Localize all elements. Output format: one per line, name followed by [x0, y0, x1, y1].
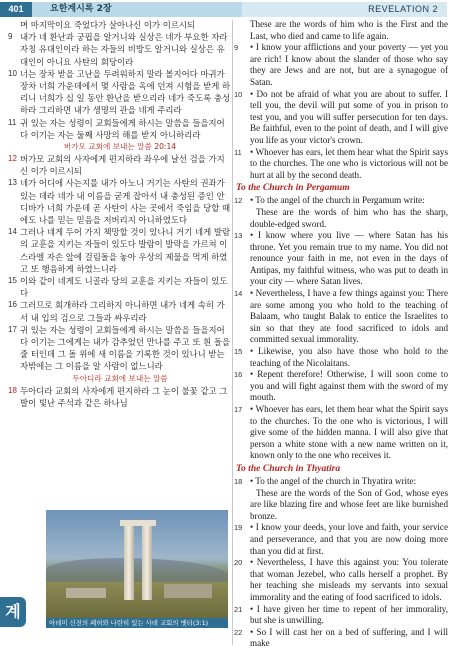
english-verse: 11 • Whoever has ears, let them hear what the Spirit says to the churches. The one who is victorious will not be hurt at all by the second death.: [234, 146, 448, 180]
english-verse: 12 • To the angel of the church in Pergamum write:: [234, 195, 425, 206]
english-verse: 14 • Nevertheless, I have a few things against you: There are some among you who hold to the teaching of Balaam, who taught Balak to entice the Israelites to sin so that they ate food sacrificed to idols and committed sexual immorality.: [234, 288, 448, 345]
illustration: [46, 510, 228, 628]
english-verse: 18 • To the angel of the church in Thyatira write:: [234, 475, 417, 486]
english-chapter-title: REVELATION 2: [368, 4, 438, 14]
temple-ruins-photo: [46, 510, 228, 618]
cross-reference: 20:14: [154, 142, 177, 152]
english-verse: 21 • I have given her time to repent of her immorality, but she is unwilling.: [234, 603, 448, 626]
korean-verse: 14 그러나 네게 두어 가지 책망할 것이 있나니 거기 네게 발람의 교훈을 지키는 자들이 있도다 발람이 발락을 가르쳐 이스라엘 자손 앞에 걸림돌을 놓아 우상의 제물을 먹게 하였고 또 행음하게 하였느니라: [8, 227, 231, 274]
korean-verse: 17 귀 있는 자는 성령이 교회들에게 하시는 말씀을 들을지어다 이기는 그에게는 내가 감추었던 만나를 주고 또 흰 돌을 줄 터인데 그 돌 위에 새 이름을 기록한 것이 있나니 받는 자밖에는 그 이름을 알 사람이 없느니라: [8, 324, 231, 372]
english-verse: 13 • I know where you live — where Satan has his throne. Yet you remain true to my name. You did not renounce your faith in me, not even in the days of Antipas, my faithful witness, who was put to death in your city — where Satan lives.: [234, 230, 448, 287]
english-verse: 10 • Do not be afraid of what you are about to suffer. I tell you, the devil will put some of you in prison to test you, and you will suffer persecution for ten days. Be faithful, even to the point of death, and I will give you life as your victor's crown.: [234, 88, 448, 145]
english-heading-thyatira: To the Church in Thyatira: [236, 462, 341, 474]
korean-verse: 13 네가 어디에 사는지를 내가 아노니 거기는 사탄의 권좌가 있는 데라 네가 내 이름을 굳게 잡아서 내 충성된 증인 안디바가 너희 가운데 곧 사탄이 사는 곳에서 죽임을 당할 때에도 나를 믿는 믿음을 저버리지 아니하였도다: [8, 178, 231, 226]
korean-verse: 9 내가 네 환난과 궁핍을 알거니와 실상은 네가 부요한 자라 자칭 유대인이라 하는 자들의 비방도 알거니와 실상은 유대인이 아니요 사탄의 회당이라: [8, 32, 228, 67]
korean-chapter-title: 요한계시록 2장: [50, 4, 112, 14]
english-column: [234, 19, 448, 649]
column-divider: [232, 20, 233, 645]
korean-verse: 16 그러므로 회개하라 그리하지 아니하면 내가 네게 속히 가서 내 입의 검으로 그들과 싸우리라: [8, 300, 225, 323]
korean-verse: 11 귀 있는 자는 성령이 교회들에게 하시는 말씀을 들을지어다 이기는 자는 둘째 사망의 해를 받지 아니하리라: [8, 117, 225, 140]
english-verse: 17 • Whoever has ears, let them hear what the Spirit says to the churches. To the one who is victorious, I will give some of the hidden manna. I will also give that person a white stone with a new name written on it, known only to the one who receives it.: [234, 404, 448, 461]
english-verse: These are the words of him who is the First and the Last, who died and came to life again.: [250, 19, 448, 41]
page-number: 401: [0, 2, 32, 17]
korean-verse: 15 이와 같이 네게도 니골라 당의 교훈을 지키는 자들이 있도다: [8, 276, 228, 299]
english-verse: These are the words of him who has the sharp, double-edged sword.: [250, 206, 448, 229]
english-verse: 20 • Nevertheless, I have this against you: You tolerate that woman Jezebel, who calls herself a prophet. By her teaching she misleads my servants into sexual immorality and the eating of food sacrificed to idols.: [234, 557, 448, 602]
korean-verse: 12 버가모 교회의 사자에게 편지하라 좌우에 날선 검을 가지신 이가 이르시되: [8, 154, 225, 177]
korean-verse: 며 마지막이요 죽었다가 살아나신 이가 이르시되: [20, 20, 196, 30]
english-verse: 15 • Likewise, you also have those who hold to the teaching of the Nicolaitans.: [234, 346, 448, 368]
english-verse: 16 • Repent therefore! Otherwise, I will soon come to you and will fight against them with the sword of my mouth.: [234, 369, 448, 403]
english-verse: These are the words of the Son of God, whose eyes are like blazing fire and whose feet are like burnished bronze.: [250, 487, 448, 521]
english-heading-pergamum: To the Church in Pergamum: [236, 182, 350, 194]
page-header: [0, 2, 450, 17]
korean-column: [8, 19, 232, 489]
korean-verse: 18 두아디라 교회의 사자에게 편지하라 그 눈이 불꽃 같고 그 발이 빛난 주석과 같은 하나님: [8, 385, 228, 408]
korean-heading-thyatira: 두아디라 교회에 보내는 말씀: [72, 373, 168, 383]
english-verse: 9 • I know your afflictions and your poverty — yet you are rich! I know about the slander of those who say they are Jews and are not, but are a synagogue of Satan.: [234, 42, 448, 87]
korean-verse: 10 너는 장차 받을 고난을 두려워하지 말라 볼지어다 마귀가 장차 너희 가운데에서 몇 사람을 옥에 던져 시험을 받게 하리니 너희가 십 일 동안 환난을 받으리라 네가 죽도록 충성하라 그리하면 내가 생명의 관을 네게 주리라: [8, 68, 231, 116]
english-verse: 19 • I know your deeds, your love and faith, your service and perseverance, and that you are now doing more than you did at first.: [234, 522, 448, 556]
english-verse: 22 • So I will cast her on a bed of suffering, and I will make: [234, 626, 448, 649]
book-side-tab: 계: [0, 597, 26, 627]
photo-caption: 아데미 신전의 폐허와 나란히 있는 사데 교회의 옛터(3:1): [46, 618, 228, 628]
korean-heading-pergamum: 버가모 교회에 보내는 말씀 20:14: [63, 142, 177, 152]
